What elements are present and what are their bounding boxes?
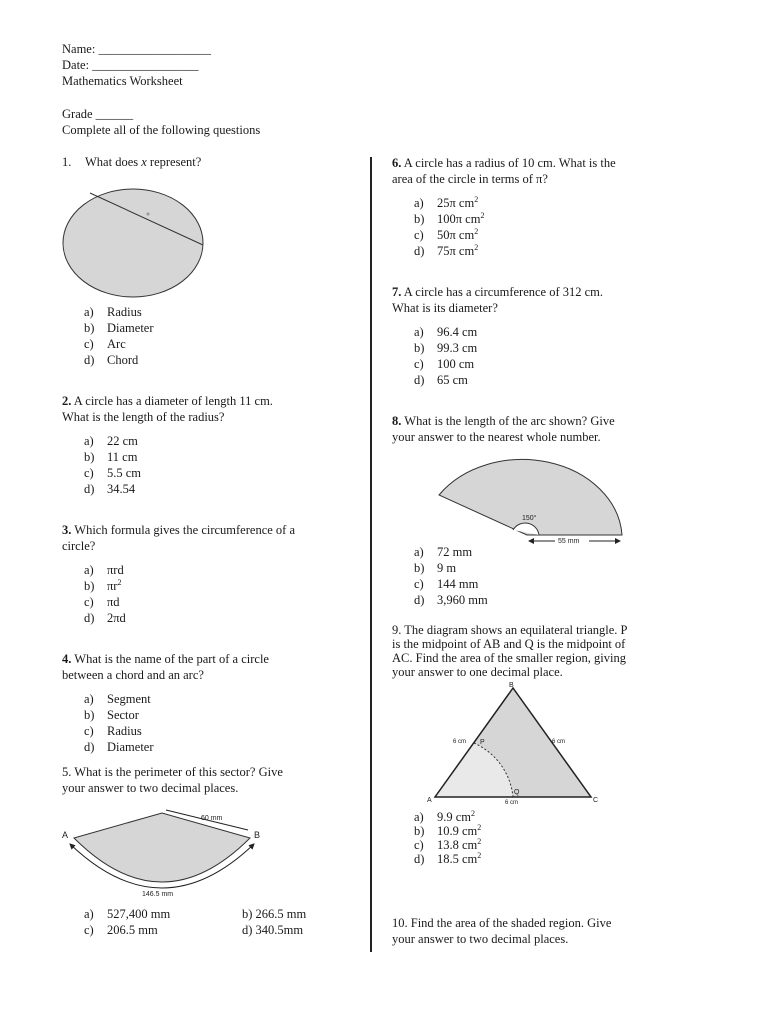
q4-options	[84, 691, 154, 755]
q8-question: 8. What is the length of the arc shown? Give your answer to the nearest whole number.	[392, 414, 615, 444]
q9-triangle-diagram	[425, 680, 605, 808]
q3-option-b[interactable]: b) $\pi r^2$	[84, 578, 122, 593]
q8-option-b[interactable]: b) 9 m	[414, 561, 457, 575]
q8-option-c[interactable]: c) 144 mm	[414, 577, 479, 591]
q6-options	[414, 195, 484, 259]
q4-option-d[interactable]: d) Diameter	[84, 740, 154, 754]
q1-number: 1.	[62, 155, 72, 169]
q9-option-c[interactable]: c) 13.8 $cm^2$	[414, 837, 482, 852]
q6-option-a[interactable]: a) 25π $cm^2$	[414, 195, 479, 210]
q6-option-b[interactable]: b) 100π $cm^2$	[414, 211, 485, 226]
q7-number: 7.	[392, 285, 402, 299]
q1-option-c[interactable]: c) Arc	[84, 337, 126, 351]
q5-arc-label: 146.5 mm	[142, 891, 174, 898]
q5-sector-shape	[74, 813, 250, 882]
q5-option-d[interactable]: d) 340.5mm	[242, 923, 304, 937]
q5-option-c[interactable]: c) 206.5 mm	[84, 923, 158, 937]
q4-number: 4.	[62, 652, 72, 666]
q8-radius-label: 55 mm	[558, 538, 580, 545]
q9-options	[414, 810, 481, 866]
q4-question: 4. What is the name of the part of a circle between a chord and an arc?	[62, 652, 269, 682]
q9-left-side-label: 6 cm	[453, 739, 467, 745]
q3-option-c[interactable]: c) πd	[84, 595, 120, 609]
grade-field-line: Grade ______	[62, 107, 134, 121]
q5-option-b[interactable]: b) 266.5 mm	[242, 907, 307, 921]
q9-label-q: Q	[514, 789, 520, 796]
q5-radius-label: 60 mm	[201, 815, 223, 822]
q8-option-d[interactable]: d) 3,960 mm	[414, 593, 488, 607]
q1-circle	[63, 189, 203, 297]
q10-question: 10. Find the area of the shaded region. Give your answer to two decimal places.	[392, 916, 612, 946]
q5-option-a[interactable]: a) 527,400 mm	[84, 907, 171, 921]
q4-option-b[interactable]: b) Sector	[84, 708, 139, 722]
q1-option-d[interactable]: d) Chord	[84, 353, 139, 367]
q5-sector-diagram	[58, 808, 273, 903]
q1-text-after: represent?	[146, 155, 202, 169]
q2-number: 2.	[62, 394, 72, 408]
q2-question: 2. A circle has a diameter of length 11 cm. What is the length of the radius?	[62, 394, 273, 424]
q3-options	[84, 562, 126, 626]
q9-label-p: P	[480, 739, 485, 746]
q7-option-c[interactable]: c) 100 cm	[414, 357, 475, 371]
q9-option-b[interactable]: b) 10.9 $cm^2$	[414, 823, 482, 838]
q1-center-dot	[147, 213, 150, 216]
q8-option-a[interactable]: a) 72 mm	[414, 545, 473, 559]
q8-options	[414, 544, 488, 608]
q6-number: 6.	[392, 156, 402, 170]
q1-circle-diagram	[60, 185, 210, 300]
column-divider	[370, 157, 372, 952]
name-field-line: Name: __________________	[62, 42, 211, 56]
q9-option-a[interactable]: a) 9.9 $cm^2$	[414, 809, 476, 824]
q5-label-b: B	[254, 830, 261, 840]
q9-option-d[interactable]: d) 18.5 $cm^2$	[414, 851, 482, 866]
q6-option-c[interactable]: c) 50π $cm^2$	[414, 227, 479, 242]
q4-option-a[interactable]: a) Segment	[84, 692, 151, 706]
q5-question: 5. What is the perimeter of this sector? Give your answer to two decimal places.	[62, 765, 283, 795]
q5-options-col1	[84, 906, 170, 938]
date-field-line: Date: _________________	[62, 58, 199, 72]
q7-option-a[interactable]: a) 96.4 cm	[414, 325, 478, 339]
q8-angle-label: 150°	[522, 515, 537, 522]
q1-option-b[interactable]: b) Diameter	[84, 321, 154, 335]
q9-base-label: 6 cm	[505, 800, 519, 806]
q2-option-b[interactable]: b) 11 cm	[84, 450, 138, 464]
q2-options	[84, 433, 141, 497]
q2-option-d[interactable]: d) 34.54	[84, 482, 136, 496]
q7-option-b[interactable]: b) 99.3 cm	[414, 341, 478, 355]
q8-number: 8.	[392, 414, 402, 428]
q5-label-a: A	[62, 830, 69, 840]
q2-option-c[interactable]: c) 5.5 cm	[84, 466, 142, 480]
worksheet-title: Mathematics Worksheet	[62, 74, 183, 88]
q5-options-col2	[242, 906, 306, 938]
q3-option-a[interactable]: a) πrd	[84, 563, 124, 577]
q7-options	[414, 324, 477, 388]
q6-question: 6. A circle has a radius of 10 cm. What is the area of the circle in terms of π?	[392, 156, 616, 186]
q9-label-b: B	[509, 682, 514, 689]
q3-option-d[interactable]: d) 2πd	[84, 611, 126, 625]
q1-option-a[interactable]: a) Radius	[84, 305, 142, 319]
q7-option-d[interactable]: d) 65 cm	[414, 373, 468, 387]
q1-text-before: What does	[85, 155, 142, 169]
q1-variable: x	[141, 155, 147, 169]
q3-question: 3. Which formula gives the circumference of a circle?	[62, 523, 296, 553]
q1-question	[62, 155, 201, 170]
instructions: Complete all of the following questions	[62, 123, 261, 137]
q2-option-a[interactable]: a) 22 cm	[84, 434, 138, 448]
q7-question: 7. A circle has a circumference of 312 cm. What is its diameter?	[392, 285, 604, 315]
q9-right-side-label: 6 cm	[552, 739, 566, 745]
q9-label-a: A	[427, 797, 432, 804]
q3-number: 3.	[62, 523, 72, 537]
q4-option-c[interactable]: c) Radius	[84, 724, 142, 738]
q9-label-c: C	[593, 797, 599, 804]
q9-question: 9. The diagram shows an equilateral triangle. P is the midpoint of AB and Q is the midpoint of AC. Find the area of the smaller region, giving your answer to one decimal place.	[392, 623, 628, 679]
q1-options	[84, 304, 154, 368]
q6-option-d[interactable]: d) 75π $cm^2$	[414, 243, 479, 258]
q8-sector-diagram	[432, 450, 632, 548]
